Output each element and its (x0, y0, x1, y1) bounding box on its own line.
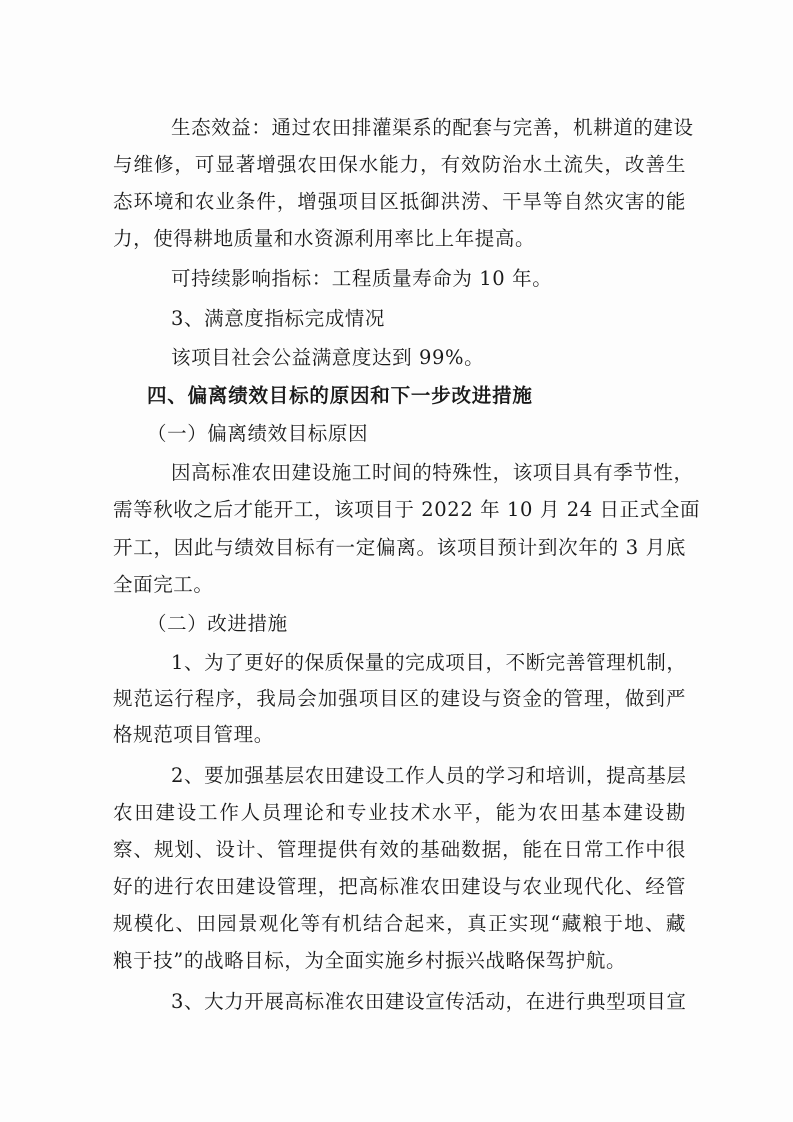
measure-two-line-5: 规模化、田园景观化等有机结合起来，真正实现“藏粮于地、藏 (113, 912, 686, 935)
measure-one-line-3: 格规范项目管理。 (113, 723, 274, 746)
paragraph-deviation-line-2: 需等秋收之后才能开工，该项目于 2022 年 10 月 24 日正式全面 (113, 498, 701, 521)
paragraph-ecological-benefit-line-4: 力，使得耕地质量和水资源利用率比上年提高。 (113, 227, 536, 250)
measure-two-line-4: 好的进行农田建设管理，把高标准农田建设与农业现代化、经管 (113, 875, 686, 898)
subsection-one-heading: （一）偏离绩效目标原因 (147, 422, 369, 445)
satisfaction-indicator-heading: 3、满意度指标完成情况 (171, 307, 386, 330)
paragraph-ecological-benefit-line-3: 态环境和农业条件，增强项目区抵御洪涝、干旱等自然灾害的能 (113, 190, 686, 213)
sustainable-impact-indicator: 可持续影响指标：工程质量寿命为 10 年。 (171, 267, 553, 290)
measure-two-line-1: 2、要加强基层农田建设工作人员的学习和培训，提高基层 (171, 764, 687, 787)
subsection-two-heading: （二）改进措施 (147, 612, 288, 635)
measure-two-line-3: 察、规划、设计、管理提供有效的基础数据，能在日常工作中很 (113, 838, 686, 861)
measure-three-line-1: 3、大力开展高标准农田建设宣传活动，在进行典型项目宣 (171, 990, 687, 1013)
measure-two-line-2: 农田建设工作人员理论和专业技术水平，能为农田基本建设勘 (113, 801, 686, 824)
paragraph-deviation-line-4: 全面完工。 (113, 573, 214, 596)
paragraph-ecological-benefit-line-2: 与维修，可显著增强农田保水能力，有效防治水土流失，改善生 (113, 153, 686, 176)
satisfaction-result: 该项目社会公益满意度达到 99%。 (171, 346, 485, 369)
measure-one-line-1: 1、为了更好的保质保量的完成项目，不断完善管理机制， (171, 651, 687, 674)
measure-one-line-2: 规范运行程序，我局会加强项目区的建设与资金的管理，做到严 (113, 687, 686, 710)
paragraph-deviation-line-3: 开工，因此与绩效目标有一定偏离。该项目预计到次年的 3 月底 (113, 536, 686, 559)
paragraph-ecological-benefit-line-1: 生态效益：通过农田排灌渠系的配套与完善，机耕道的建设 (171, 116, 694, 139)
section-four-heading: 四、偏离绩效目标的原因和下一步改进措施 (147, 384, 533, 407)
measure-two-line-6: 粮于技”的战略目标，为全面实施乡村振兴战略保驾护航。 (113, 949, 627, 972)
paragraph-deviation-line-1: 因高标准农田建设施工时间的特殊性，该项目具有季节性， (171, 461, 694, 484)
